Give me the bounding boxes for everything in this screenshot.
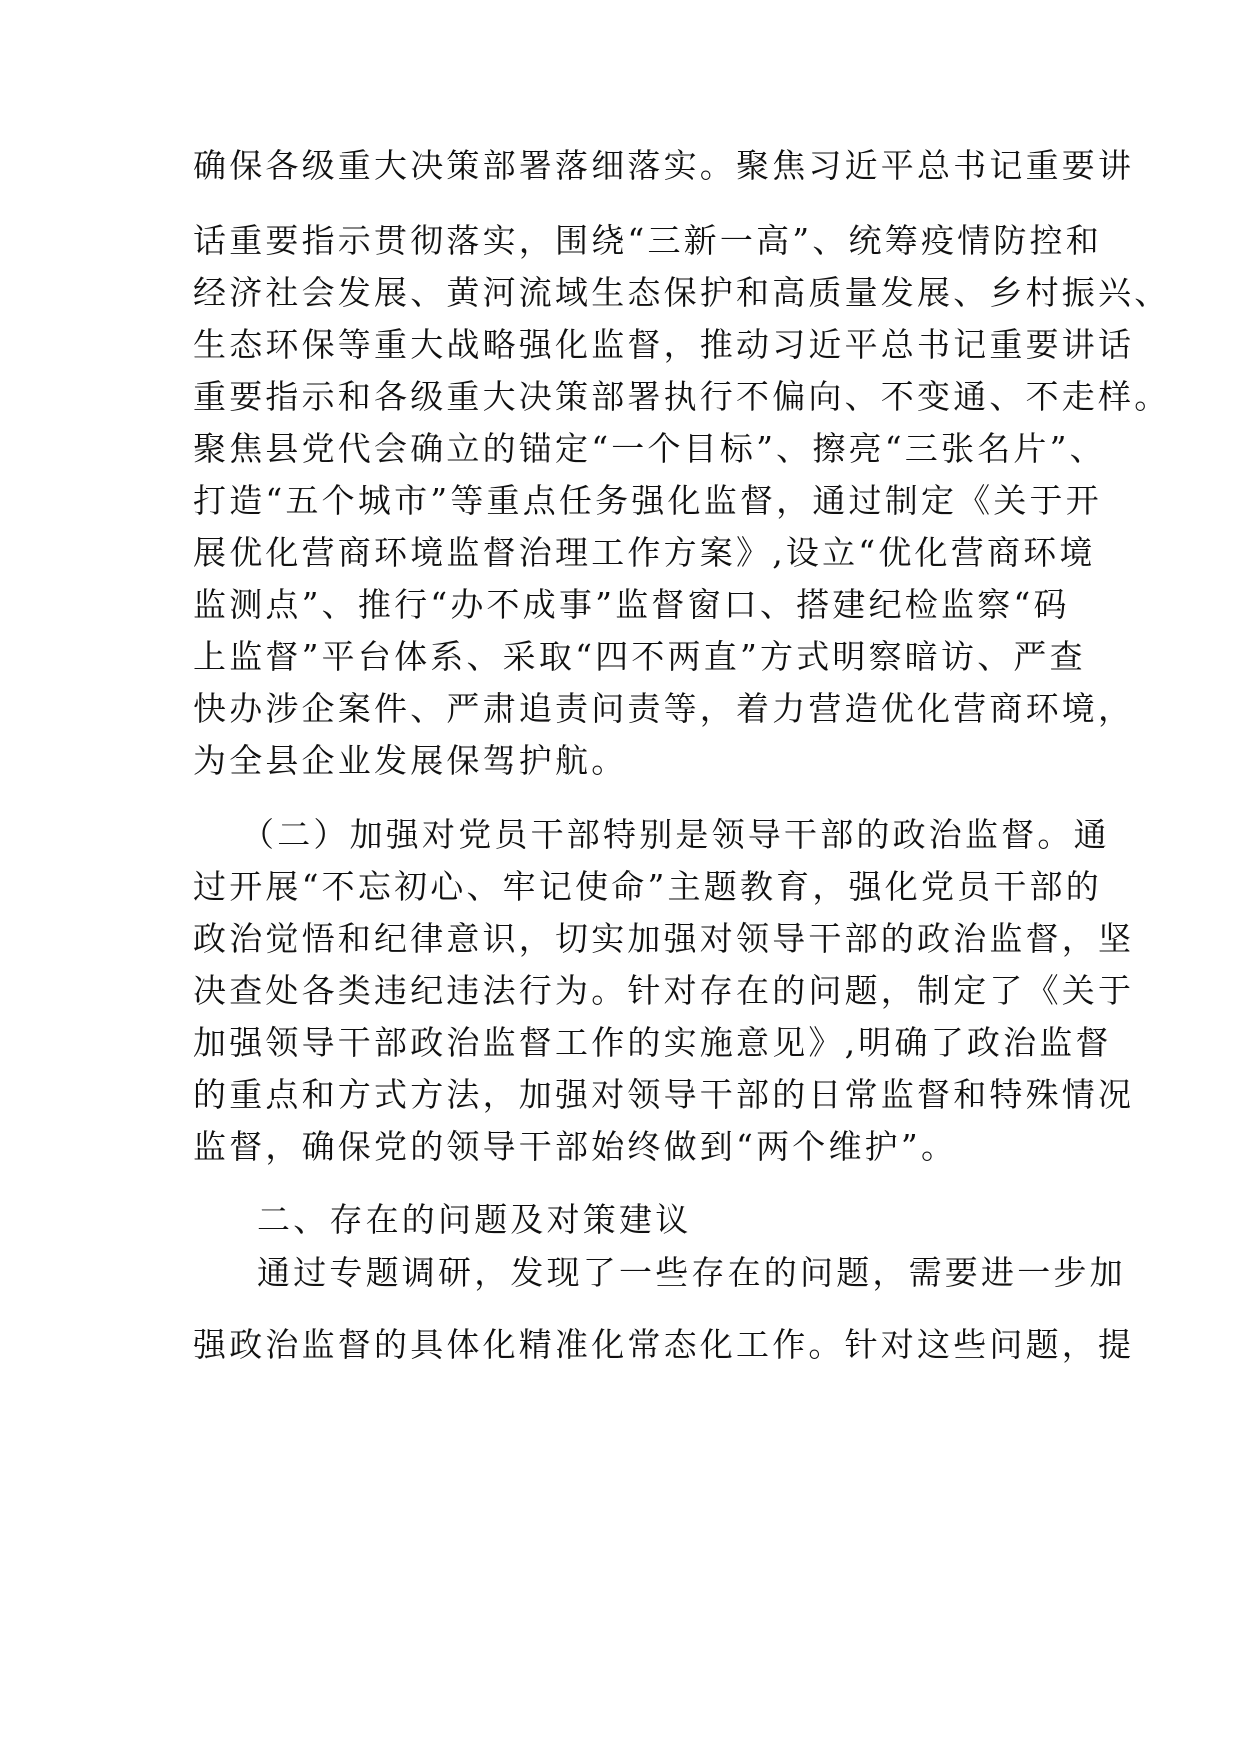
text-line: 监测点”、推行“办不成事”监督窗口、搭建纪检监察“码 — [193, 585, 1070, 624]
text-line: 的重点和方式方法，加强对领导干部的日常监督和特殊情况 — [193, 1075, 1135, 1114]
text-line: 强政治监督的具体化精准化常态化工作。针对这些问题，提 — [193, 1325, 1135, 1364]
text-line: 重要指示和各级重大决策部署执行不偏向、不变通、不走样。 — [193, 377, 1171, 416]
text-line: 话重要指示贯彻落实，围绕“三新一高”、统筹疫情防控和 — [193, 221, 1102, 260]
text-line: 展优化营商环境监督治理工作方案》,设立“优化营商环境 — [193, 533, 1096, 572]
text-line: 监督，确保党的领导干部始终做到“两个维护”。 — [193, 1127, 958, 1166]
text-line: 为全县企业发展保驾护航。 — [193, 741, 628, 780]
text-line: 打造“五个城市”等重点任务强化监督，通过制定《关于开 — [193, 481, 1102, 520]
text-line: 生态环保等重大战略强化监督，推动习近平总书记重要讲话 — [193, 325, 1135, 364]
text-line: 通过专题调研，发现了一些存在的问题，需要进一步加 — [257, 1253, 1126, 1292]
text-line: 确保各级重大决策部署落细落实。聚焦习近平总书记重要讲 — [193, 146, 1135, 185]
text-line: 经济社会发展、黄河流域生态保护和高质量发展、乡村振兴、 — [193, 273, 1171, 312]
text-line: 决查处各类违纪违法行为。针对存在的问题，制定了《关于 — [193, 971, 1135, 1010]
text-line: 过开展“不忘初心、牢记使命”主题教育，强化党员干部的 — [193, 867, 1102, 906]
section-heading-2: （二）加强对党员干部特别是领导干部的政治监督。通 — [241, 815, 1110, 854]
text-line: 上监督”平台体系、采取“四不两直”方式明察暗访、严查 — [193, 637, 1086, 676]
text-line: 加强领导干部政治监督工作的实施意见》,明确了政治监督 — [193, 1023, 1112, 1062]
section-heading: 二、存在的问题及对策建议 — [257, 1200, 692, 1239]
text-line: 快办涉企案件、严肃追责问责等，着力营造优化营商环境， — [193, 689, 1135, 728]
text-line: 聚焦县党代会确立的锚定“一个目标”、擦亮“三张名片”、 — [193, 429, 1106, 468]
text-line: 政治觉悟和纪律意识，切实加强对领导干部的政治监督，坚 — [193, 919, 1135, 958]
